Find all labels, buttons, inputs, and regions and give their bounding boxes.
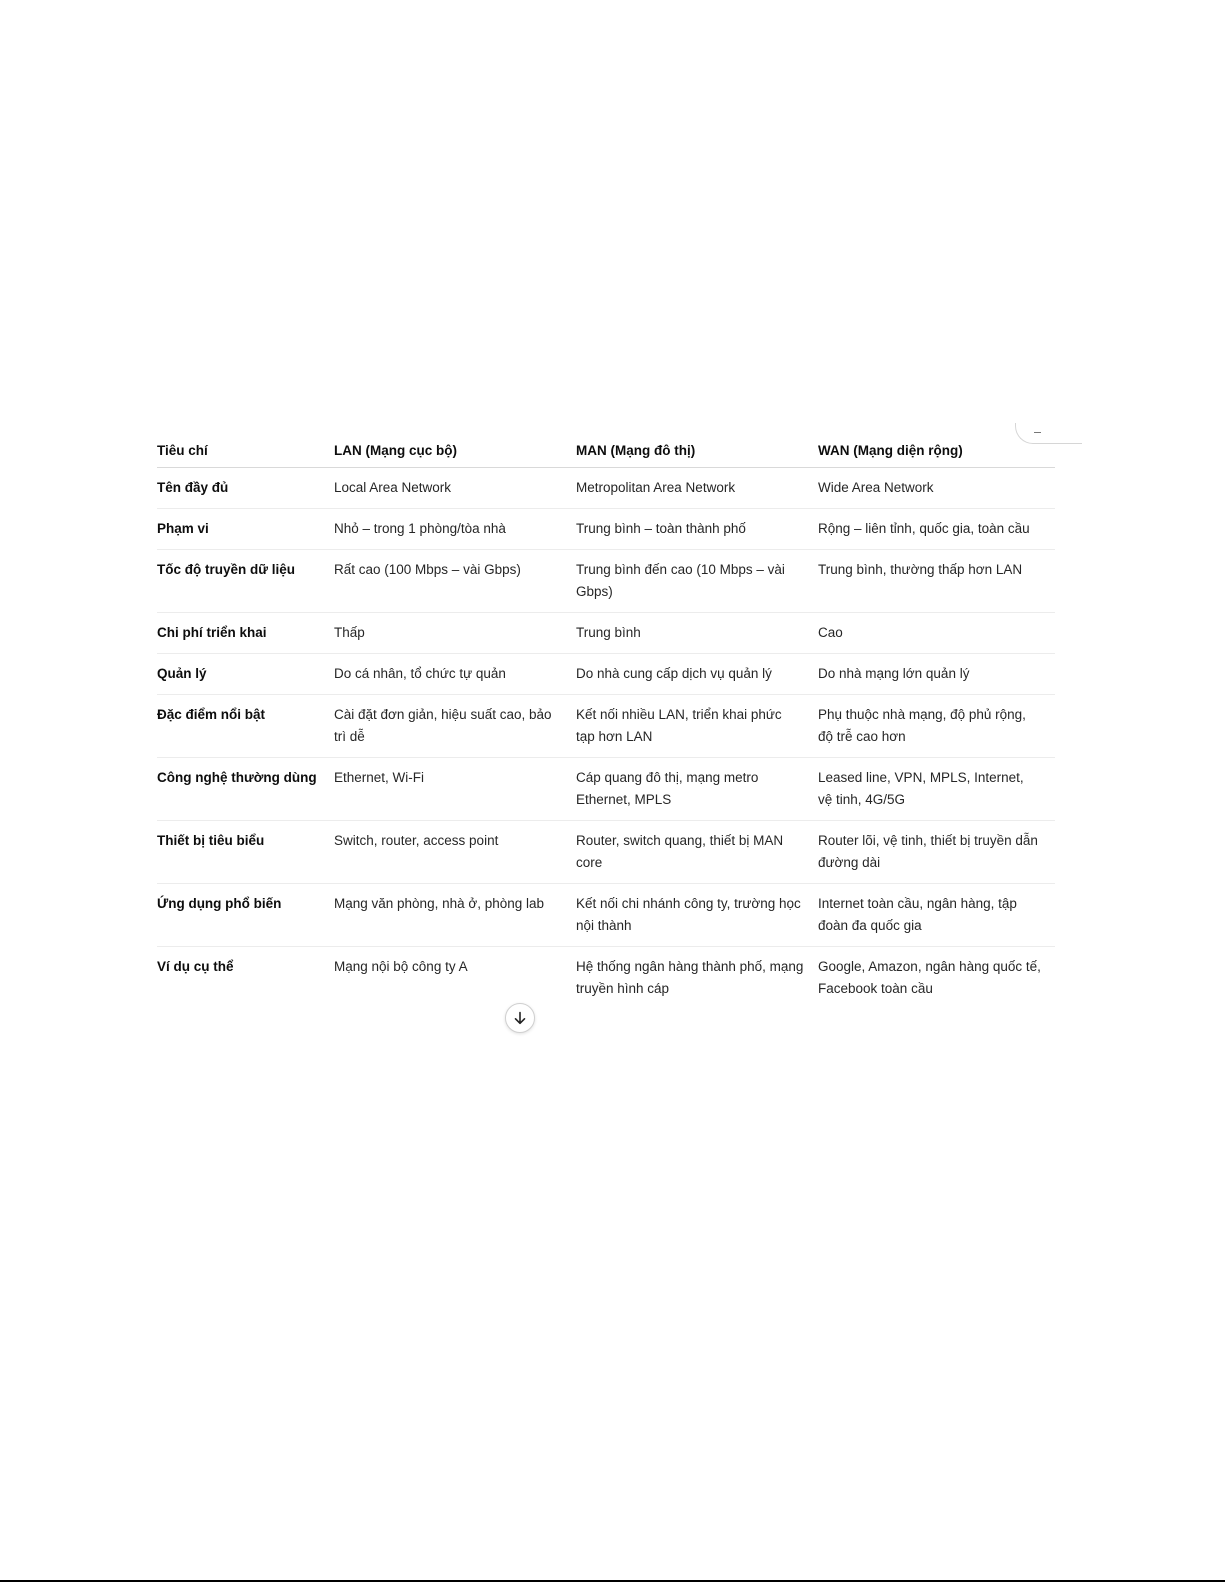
comparison-table <box>157 430 1055 1009</box>
table-row <box>157 758 1055 821</box>
cell-criteria: Ví dụ cụ thể <box>157 959 234 974</box>
cell-man: Kết nối nhiều LAN, triển khai phức tạp hơn LAN <box>576 695 818 758</box>
table-row <box>157 509 1055 550</box>
cell-wan: Wide Area Network <box>818 468 1055 509</box>
cell-man: Trung bình đến cao (10 Mbps – vài Gbps) <box>576 550 818 613</box>
comparison-table-container <box>157 430 1055 1009</box>
cell-lan: Nhỏ – trong 1 phòng/tòa nhà <box>334 509 576 550</box>
cell-criteria: Tốc độ truyền dữ liệu <box>157 550 334 613</box>
cell-wan: Do nhà mạng lớn quản lý <box>818 654 1055 695</box>
cell-lan: Switch, router, access point <box>334 821 576 884</box>
cell-man: Router, switch quang, thiết bị MAN core <box>576 821 818 884</box>
arrow-down-icon <box>513 1011 527 1025</box>
cell-man: Cáp quang đô thị, mạng metro Ethernet, MPLS <box>576 758 818 821</box>
cell-criteria: Chi phí triển khai <box>157 613 334 654</box>
cell-criteria: Đặc điểm nổi bật <box>157 695 334 758</box>
cell-criteria: Tên đầy đủ <box>157 468 334 509</box>
cell-criteria: Công nghệ thường dùng <box>157 758 334 821</box>
cell-criteria: Ứng dụng phổ biến <box>157 884 334 947</box>
cell-wan: Phụ thuộc nhà mạng, độ phủ rộng, độ trễ cao hơn <box>818 695 1055 758</box>
cell-wan: Cao <box>818 613 1055 654</box>
cell-lan: Ethernet, Wi-Fi <box>334 758 576 821</box>
table-row <box>157 550 1055 613</box>
cell-wan: Trung bình, thường thấp hơn LAN <box>818 550 1055 613</box>
cell-man: Trung bình <box>576 613 818 654</box>
table-header-row <box>157 430 1055 468</box>
page-bottom-border <box>0 1580 1225 1582</box>
table-row <box>157 468 1055 509</box>
cell-man: Kết nối chi nhánh công ty, trường học nội thành <box>576 884 818 947</box>
cell-lan: Cài đặt đơn giản, hiệu suất cao, bảo trì dễ <box>334 695 576 758</box>
cell-criteria: Quản lý <box>157 654 334 695</box>
cell-wan: Google, Amazon, ngân hàng quốc tế, Facebook toàn cầu <box>818 959 1041 996</box>
table-row <box>157 884 1055 947</box>
cell-lan: Mạng văn phòng, nhà ở, phòng lab <box>334 884 576 947</box>
scroll-down-button[interactable] <box>505 1003 535 1033</box>
cell-man: Trung bình – toàn thành phố <box>576 509 818 550</box>
cell-criteria: Phạm vi <box>157 509 334 550</box>
header-wan: WAN (Mạng diện rộng) <box>818 430 1055 468</box>
table-row <box>157 821 1055 884</box>
header-lan: LAN (Mạng cục bộ) <box>334 430 576 468</box>
cell-wan: Router lõi, vệ tinh, thiết bị truyền dẫn đường dài <box>818 821 1055 884</box>
cell-man: Do nhà cung cấp dịch vụ quản lý <box>576 654 818 695</box>
cell-man: Metropolitan Area Network <box>576 468 818 509</box>
cell-wan: Internet toàn cầu, ngân hàng, tập đoàn đa quốc gia <box>818 884 1055 947</box>
cell-criteria: Thiết bị tiêu biểu <box>157 821 334 884</box>
table-row <box>157 613 1055 654</box>
cell-lan: Mạng nội bộ công ty A <box>334 959 468 974</box>
cell-man: Hệ thống ngân hàng thành phố, mạng truyền hình cáp <box>576 959 804 996</box>
header-criteria: Tiêu chí <box>157 430 334 468</box>
table-row <box>157 695 1055 758</box>
cell-wan: Rộng – liên tỉnh, quốc gia, toàn cầu <box>818 509 1055 550</box>
table-row <box>157 654 1055 695</box>
cell-lan: Thấp <box>334 613 576 654</box>
cell-lan: Do cá nhân, tổ chức tự quản <box>334 654 576 695</box>
header-man: MAN (Mạng đô thị) <box>576 430 818 468</box>
cell-lan: Rất cao (100 Mbps – vài Gbps) <box>334 550 576 613</box>
cell-lan: Local Area Network <box>334 468 576 509</box>
cell-wan: Leased line, VPN, MPLS, Internet, vệ tinh, 4G/5G <box>818 758 1055 821</box>
table-row <box>157 947 1055 1010</box>
